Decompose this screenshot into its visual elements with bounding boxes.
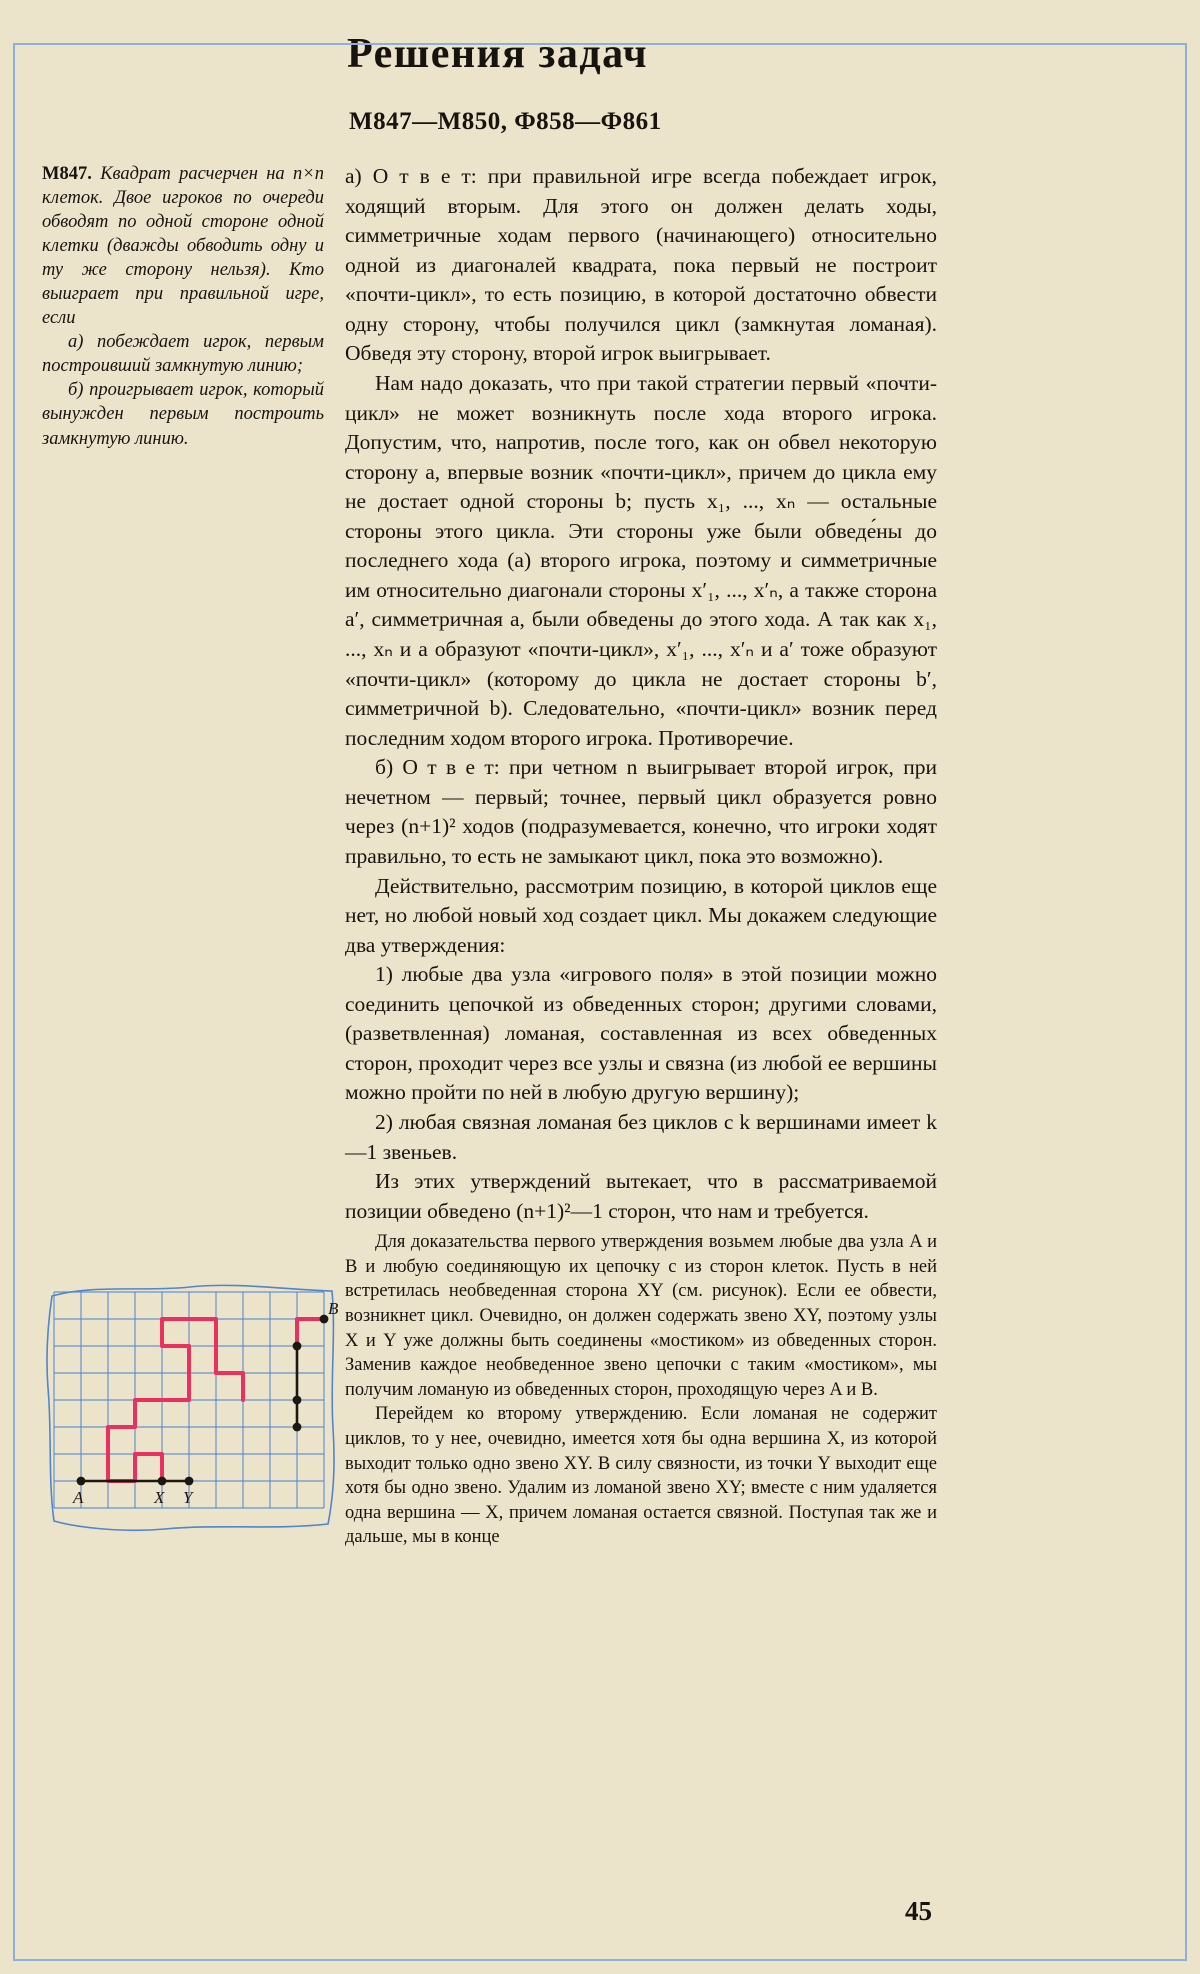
solution-paragraph: а) О т в е т: при правильной игре всегда побеждает игрок, ходящий вторым. Для этого он должен делать ходы, симметричные ходам первого (начинающего) относительно одной из диагоналей квадрата, пока первый не построит «почти-цикл», то есть позицию, в которой достаточно обвести одну сторону, чтобы получился цикл (замкнутая ломаная). Обведя эту сторону, второй игрок выигрывает. (345, 164, 937, 366)
solution-paragraph: б) О т в е т: при четном n выигрывает второй игрок, при нечетном — первый; точнее, первый цикл образуется ровно через (n+1)² ходов (подразумевается, конечно, что игроки ходят правильно, то есть не замыкают цикл, пока это возможно). (345, 755, 937, 868)
solution-paragraph-small: Перейдем ко второму утверждению. Если ломаная не содержит циклов, то у нее, очевидно, имеется хотя бы одна вершина X, из которой выходит только одно звено XY. В силу связности, из точки Y выходит еще хотя бы одно звено. Удалим из ломаной звено XY; вместе с ним удаляется одна вершина — X, причем ломаная остается связной. Поступая так же и дальше, мы в конце (345, 1404, 937, 1548)
journal-page (0, 30, 1200, 1974)
problem-intro-text: Квадрат расчерчен на n×n клеток. Двое игроков по очереди обводят по одной стороне одной клетки (дважды обводить одну и ту же сторону нельзя). Кто выиграет при правильной игре, если (42, 164, 325, 329)
figure-label-y: Y (183, 1488, 193, 1507)
solution-paragraph-small: Для доказательства первого утверждения возьмем любые два узла A и B и любую соединяющую их цепочку c из сторон клеток. Пусть в ней встретилась необведенная сторона XY (см. рисунок). Если ее обвести, возникнет цикл. Очевидно, он должен содержать звено XY, поэтому узлы X и Y уже должны быть соединены «мостиком» из обведенных сторон. Заменив каждое необведенное звено цепочки c таким «мостиком», мы получим ломаную из обведенных сторон, проходящую через A и B. (345, 1232, 937, 1400)
solution-column (345, 162, 937, 1550)
page-title: Решения задач (347, 31, 649, 77)
solution-paragraph: Нам надо доказать, что при такой стратегии первый «почти-цикл» не может возникнуть после хода второго игрока. Допустим, что, напротив, после того, как он обвел некоторую сторону a, впервые возник «почти-цикл», причем до цикла ему не достает одной стороны b; пусть x₁, ..., xₙ — остальные стороны этого цикла. Эти стороны уже были обведе́ны до последнего хода (a) второго игрока, поэтому и симметричные им относительно диагонали стороны x′₁, ..., x′ₙ, а также сторона a′, симметричная a, были обведены до этого хода. А так как x₁, ..., xₙ и a образуют «почти-цикл», x′₁, ..., x′ₙ и a′ тоже образуют «почти-цикл» (которому до цикла не достает стороны b′, симметричной b). Следовательно, «почти-цикл» возник перед последним ходом второго игрока. Противоречие. (345, 370, 937, 750)
problem-number-label: М847. (42, 164, 92, 184)
figure-label-x: X (154, 1488, 165, 1507)
figure-node-dot (293, 1396, 302, 1405)
figure-node-y-dot (185, 1477, 194, 1486)
grid-figure-svg (40, 1278, 340, 1538)
figure-label-b: B (328, 1299, 339, 1318)
solution-paragraph: Из этих утверждений вытекает, что в рассматриваемой позиции обведено (n+1)²—1 сторон, что нам и требуется. (345, 1169, 937, 1223)
problem-item-a: а) побеждает игрок, первым построивший замкнутую линию; (42, 332, 324, 377)
grid-figure (40, 1278, 340, 1538)
solution-paragraph: 2) любая связная ломаная без циклов с k вершинами имеет k—1 звеньев. (345, 1110, 937, 1164)
problem-statement (42, 162, 324, 330)
figure-node-a-dot (77, 1477, 86, 1486)
figure-node-dot (293, 1342, 302, 1351)
page-number: 45 (905, 1896, 932, 1926)
solution-paragraph: 1) любые два узла «игрового поля» в этой позиции можно соединить цепочкой из обведенных сторон; другими словами, (разветвленная) ломаная, составленная из всех обведенных сторон, проходит через все узлы и связна (из любой ее вершины можно пройти по ней в любую другую вершину); (345, 962, 937, 1105)
figure-traced-path-near-b (297, 1319, 324, 1346)
figure-node-x-dot (158, 1477, 167, 1486)
problem-item-b: б) проигрывает игрок, который вынужден первым построить замкнутую линию. (42, 380, 324, 449)
problems-range-subtitle: М847—М850, Ф858—Ф861 (349, 108, 662, 135)
figure-node-dot (293, 1423, 302, 1432)
solution-paragraph: Действительно, рассмотрим позицию, в которой циклов еще нет, но любой новый ход создает цикл. Мы докажем следующие два утверждения: (345, 873, 937, 957)
figure-label-a: A (73, 1488, 84, 1507)
